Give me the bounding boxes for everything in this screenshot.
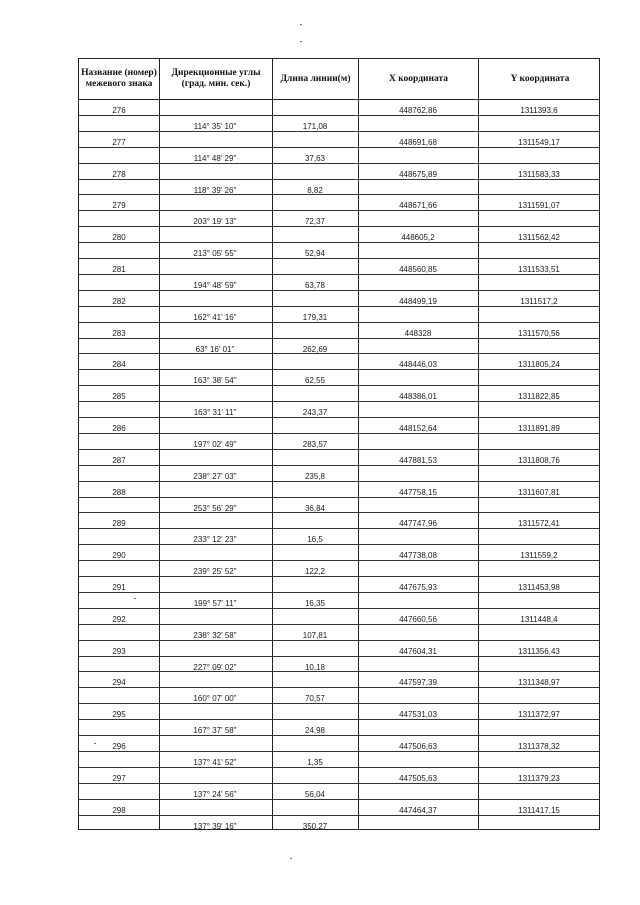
x-coordinate-cell: 448499,19 <box>399 296 437 306</box>
point-name-cell: 287 <box>112 455 126 465</box>
row-divider <box>79 179 599 180</box>
y-coordinate-cell: 1311517,2 <box>520 296 558 306</box>
direction-angle-cell: 114° 35' 10" <box>193 121 237 131</box>
x-coordinate-cell: 447660,56 <box>399 614 437 624</box>
line-length-cell: 107,81 <box>302 630 328 640</box>
row-divider <box>79 767 599 768</box>
x-coordinate-cell: 448560,85 <box>399 265 437 274</box>
line-length-cell: 235,8 <box>304 471 326 481</box>
row-divider <box>79 560 599 561</box>
row-divider <box>79 115 599 116</box>
row-divider <box>79 719 599 720</box>
x-coordinate-cell: 447505,63 <box>399 773 437 783</box>
row-divider <box>79 353 599 354</box>
direction-angle-cell: 238° 32' 58" <box>193 630 237 640</box>
row-divider <box>79 338 599 339</box>
direction-angle-cell: 63° 16' 01" <box>195 344 235 354</box>
row-divider <box>79 210 599 211</box>
y-coordinate-cell: 1311562,42 <box>518 233 560 243</box>
direction-angle-cell: 194° 48' 59" <box>193 280 237 290</box>
row-divider <box>79 417 599 418</box>
line-length-cell: 52,94 <box>304 249 326 259</box>
direction-angle-cell: 160° 07' 00" <box>193 694 237 704</box>
row-divider <box>79 306 599 307</box>
direction-angle-cell: 253° 56' 29" <box>193 503 237 513</box>
direction-angle-cell: 197° 02' 49" <box>193 439 237 449</box>
x-coordinate-cell: 448446,03 <box>399 360 437 370</box>
line-length-cell: 37,63 <box>304 153 326 163</box>
x-coordinate-cell: 448328 <box>404 328 432 338</box>
line-length-cell: 36,84 <box>304 503 326 513</box>
x-coordinate-cell: 448605,2 <box>401 233 435 243</box>
row-divider <box>79 528 599 529</box>
scan-speck <box>94 743 96 744</box>
point-name-cell: 292 <box>112 614 126 624</box>
y-coordinate-cell: 1311453,98 <box>518 583 560 592</box>
y-coordinate-cell: 1311591,07 <box>518 201 560 211</box>
line-length-cell: 10,18 <box>304 662 326 672</box>
y-coordinate-cell: 1311891,89 <box>518 424 560 433</box>
y-coordinate-cell: 1311448,4 <box>520 614 558 624</box>
header-x: X координата <box>359 59 479 99</box>
row-divider <box>79 592 599 593</box>
direction-angle-cell: 118° 39' 26" <box>193 185 237 195</box>
scan-speck <box>300 41 302 42</box>
y-coordinate-cell: 1311356,43 <box>518 646 560 656</box>
x-coordinate-cell: 447597,39 <box>399 678 437 688</box>
line-length-cell: 1,35 <box>307 757 323 767</box>
row-divider <box>79 290 599 291</box>
point-name-cell: 293 <box>112 646 126 656</box>
header-name: Название (номер) межевого знака <box>79 59 160 99</box>
line-length-cell: 171,08 <box>302 121 328 131</box>
line-length-cell: 70,57 <box>304 694 326 704</box>
x-coordinate-cell: 448691,68 <box>399 137 437 147</box>
y-coordinate-cell: 1311549,17 <box>518 137 560 147</box>
row-divider <box>79 624 599 625</box>
y-coordinate-cell: 1311379,23 <box>518 773 560 783</box>
direction-angle-cell: 238° 27' 03" <box>193 471 237 481</box>
direction-angle-cell: 227° 09' 02" <box>193 662 237 672</box>
point-name-cell: 291 <box>112 583 126 592</box>
direction-angle-cell: 199° 57' 11" <box>193 598 237 608</box>
point-name-cell: 289 <box>112 519 126 529</box>
y-coordinate-cell: 1311533,51 <box>518 265 560 274</box>
point-name-cell: 288 <box>112 487 126 497</box>
row-divider <box>79 194 599 195</box>
row-divider <box>79 465 599 466</box>
row-divider <box>79 576 599 577</box>
x-coordinate-cell: 448386,01 <box>399 392 437 402</box>
row-divider <box>79 783 599 784</box>
row-divider <box>79 433 599 434</box>
x-coordinate-cell: 447531,03 <box>399 710 437 720</box>
point-name-cell: 276 <box>112 106 126 115</box>
direction-angle-cell: 239° 25' 52" <box>193 567 237 577</box>
row-divider <box>79 163 599 164</box>
row-divider <box>79 703 599 704</box>
scan-speck <box>134 598 136 599</box>
row-divider <box>79 147 599 148</box>
x-coordinate-cell: 448671,66 <box>399 201 437 211</box>
line-length-cell: 24,98 <box>304 726 326 736</box>
row-divider <box>79 258 599 259</box>
line-length-cell: 283,57 <box>302 439 328 449</box>
x-coordinate-cell: 447758,15 <box>399 487 437 497</box>
line-length-cell: 179,31 <box>302 312 328 322</box>
direction-angle-cell: 213° 05' 55" <box>193 249 237 259</box>
row-divider <box>79 242 599 243</box>
line-length-cell: 16,35 <box>304 598 326 608</box>
direction-angle-cell: 167° 37' 58" <box>193 726 237 736</box>
row-divider <box>79 512 599 513</box>
point-name-cell: 282 <box>112 296 126 306</box>
scan-speck <box>300 24 302 25</box>
y-coordinate-cell: 1311572,41 <box>518 519 560 529</box>
direction-angle-cell: 163° 38' 54" <box>193 376 237 386</box>
row-divider <box>79 385 599 386</box>
y-coordinate-cell: 1311559,2 <box>520 551 558 561</box>
y-coordinate-cell: 1311393,6 <box>520 106 558 115</box>
direction-angle-cell: 162° 41' 16" <box>193 312 237 322</box>
row-divider <box>79 815 599 816</box>
direction-angle-cell: 137° 24' 56" <box>193 789 237 799</box>
point-name-cell: 290 <box>112 551 126 561</box>
line-length-cell: 56,04 <box>304 789 326 799</box>
point-name-cell: 294 <box>112 678 126 688</box>
row-divider <box>79 751 599 752</box>
row-divider <box>79 671 599 672</box>
row-divider <box>79 544 599 545</box>
x-coordinate-cell: 448675,89 <box>399 169 437 179</box>
point-name-cell: 280 <box>112 233 126 243</box>
row-divider <box>79 226 599 227</box>
header-angle: Дирекционные углы (град. мин. сек.) <box>160 59 273 99</box>
y-coordinate-cell: 1311372,97 <box>518 710 560 720</box>
row-divider <box>79 656 599 657</box>
line-length-cell: 243,37 <box>302 408 328 418</box>
y-coordinate-cell: 1311805,24 <box>518 360 560 370</box>
y-coordinate-cell: 1311607,81 <box>518 487 560 497</box>
row-divider <box>79 497 599 498</box>
x-coordinate-cell: 447604,31 <box>399 646 437 656</box>
x-coordinate-cell: 447464,37 <box>399 805 437 815</box>
point-name-cell: 281 <box>112 265 126 274</box>
row-divider <box>79 687 599 688</box>
line-length-cell: 16,5 <box>307 535 323 545</box>
line-length-cell: 122,2 <box>304 567 326 577</box>
coordinates-table <box>78 99 600 830</box>
x-coordinate-cell: 447738,08 <box>399 551 437 561</box>
line-length-cell: 8,82 <box>307 185 323 195</box>
row-divider <box>79 481 599 482</box>
line-length-cell: 262,69 <box>302 344 328 354</box>
x-coordinate-cell: 448152,64 <box>399 424 437 433</box>
direction-angle-cell: 137° 41' 52" <box>193 757 237 767</box>
y-coordinate-cell: 1311808,76 <box>518 455 560 465</box>
x-coordinate-cell: 448762,86 <box>399 106 437 115</box>
x-coordinate-cell: 447881,53 <box>399 455 437 465</box>
line-length-cell: 72,37 <box>304 217 326 227</box>
point-name-cell: 284 <box>112 360 126 370</box>
point-name-cell: 277 <box>112 137 126 147</box>
point-name-cell: 296 <box>112 742 126 751</box>
point-name-cell: 297 <box>112 773 126 783</box>
point-name-cell: 283 <box>112 328 126 338</box>
direction-angle-cell: 114° 48' 29" <box>193 153 237 163</box>
direction-angle-cell: 137° 39' 16" <box>193 821 237 831</box>
y-coordinate-cell: 1311348,97 <box>518 678 560 688</box>
row-divider <box>79 799 599 800</box>
table-header <box>78 58 600 100</box>
line-length-cell: 63,78 <box>304 280 326 290</box>
point-name-cell: 286 <box>112 424 126 433</box>
y-coordinate-cell: 1311583,33 <box>518 169 560 179</box>
x-coordinate-cell: 447675,93 <box>399 583 437 592</box>
x-coordinate-cell: 447747,96 <box>399 519 437 529</box>
row-divider <box>79 735 599 736</box>
direction-angle-cell: 163° 31' 11" <box>193 408 237 418</box>
header-y: Y координата <box>510 73 570 84</box>
row-divider <box>79 131 599 132</box>
row-divider <box>79 640 599 641</box>
scan-speck <box>290 858 292 859</box>
y-coordinate-cell: 1311417,15 <box>518 805 560 815</box>
row-divider <box>79 274 599 275</box>
header-length: Длина линии(м) <box>273 59 359 99</box>
direction-angle-cell: 203° 19' 13" <box>193 217 237 227</box>
row-divider <box>79 608 599 609</box>
row-divider <box>79 401 599 402</box>
point-name-cell: 295 <box>112 710 126 720</box>
y-coordinate-cell: 1311570,56 <box>518 328 560 338</box>
row-divider <box>79 322 599 323</box>
row-divider <box>79 369 599 370</box>
point-name-cell: 279 <box>112 201 126 211</box>
line-length-cell: 350,27 <box>302 821 328 831</box>
line-length-cell: 62,55 <box>304 376 326 386</box>
point-name-cell: 298 <box>112 805 126 815</box>
x-coordinate-cell: 447506,63 <box>399 742 437 751</box>
y-coordinate-cell: 1311378,32 <box>518 742 560 751</box>
direction-angle-cell: 233° 12' 23" <box>193 535 237 545</box>
y-coordinate-cell: 1311822,85 <box>518 392 560 402</box>
row-divider <box>79 449 599 450</box>
point-name-cell: 278 <box>112 169 126 179</box>
point-name-cell: 285 <box>112 392 126 402</box>
